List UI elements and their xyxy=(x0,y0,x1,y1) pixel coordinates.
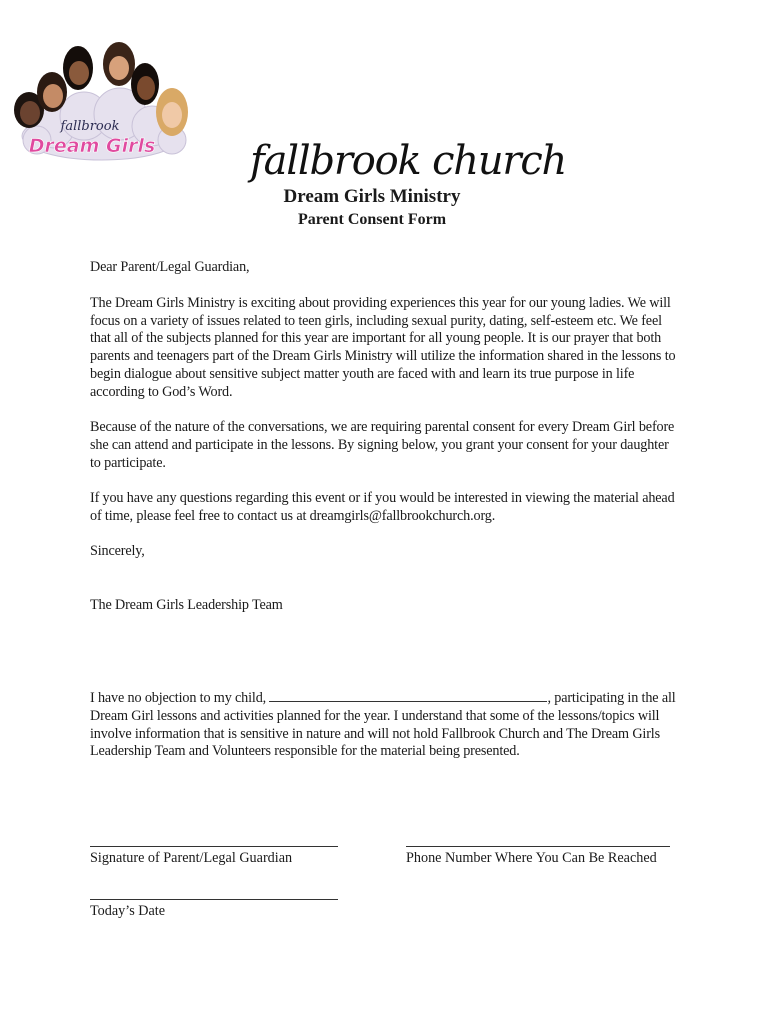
phone-number-label: Phone Number Where You Can Be Reached xyxy=(406,850,657,866)
consent-text-rest: , participating in the all Dream Girl lessons and activities planned for the year. I understand that some of the lessons/topics will involve information that is sensitive in nature and will not hold Fallbrook Church and The Dream Girls Leadership Team and Volunteers responsible for the material being presented. xyxy=(90,690,676,760)
letter-paragraph-3: If you have any questions regarding this event or if you would be interested in viewing the material ahead of time, please feel free to contact us at dreamgirls@fallbrookchurch.org. xyxy=(90,489,675,524)
consent-statement xyxy=(90,688,678,761)
ministry-title: Dream Girls Ministry xyxy=(283,186,461,207)
church-name-wordmark: fallbrook church xyxy=(250,138,567,184)
logo-text-fallbrook: fallbrook xyxy=(60,119,120,134)
consent-text-start: I have no objection to my child, xyxy=(90,690,267,706)
child-name-blank[interactable] xyxy=(269,688,547,702)
date-label: Today’s Date xyxy=(90,903,166,919)
guardian-signature-line[interactable] xyxy=(90,846,338,847)
dream-girls-logo xyxy=(12,40,190,172)
guardian-signature-label: Signature of Parent/Legal Guardian xyxy=(90,850,293,866)
phone-number-line[interactable] xyxy=(406,846,670,847)
letter-paragraph-2: Because of the nature of the conversations, we are requiring parental consent for every Dream Girl before she can attend and participate in the lessons. By signing below, you grant your consent for your daughter to participate. xyxy=(90,419,675,471)
date-line[interactable] xyxy=(90,899,338,900)
letter-paragraph-1: The Dream Girls Ministry is exciting about providing experiences this year for our young ladies. We will focus on a variety of issues related to teen girls, including sexual purity, dating, self-esteem etc. We feel that all of the subjects planned for this year are important for all young people. It is our prayer that both parents and teenagers part of the Dream Girls Ministry will utilize the information shared in the lessons to begin dialogue about sensitive subject matter youth are faced with and learn its true purpose in life according to God’s Word. xyxy=(90,294,676,400)
logo-text-dream-girls: Dream Girls xyxy=(28,135,156,157)
form-title: Parent Consent Form xyxy=(297,211,447,228)
letter-greeting: Dear Parent/Legal Guardian, xyxy=(90,259,250,275)
letter-body xyxy=(90,259,678,615)
letter-closing: Sincerely, xyxy=(90,543,145,560)
letter-signature: The Dream Girls Leadership Team xyxy=(90,596,283,613)
